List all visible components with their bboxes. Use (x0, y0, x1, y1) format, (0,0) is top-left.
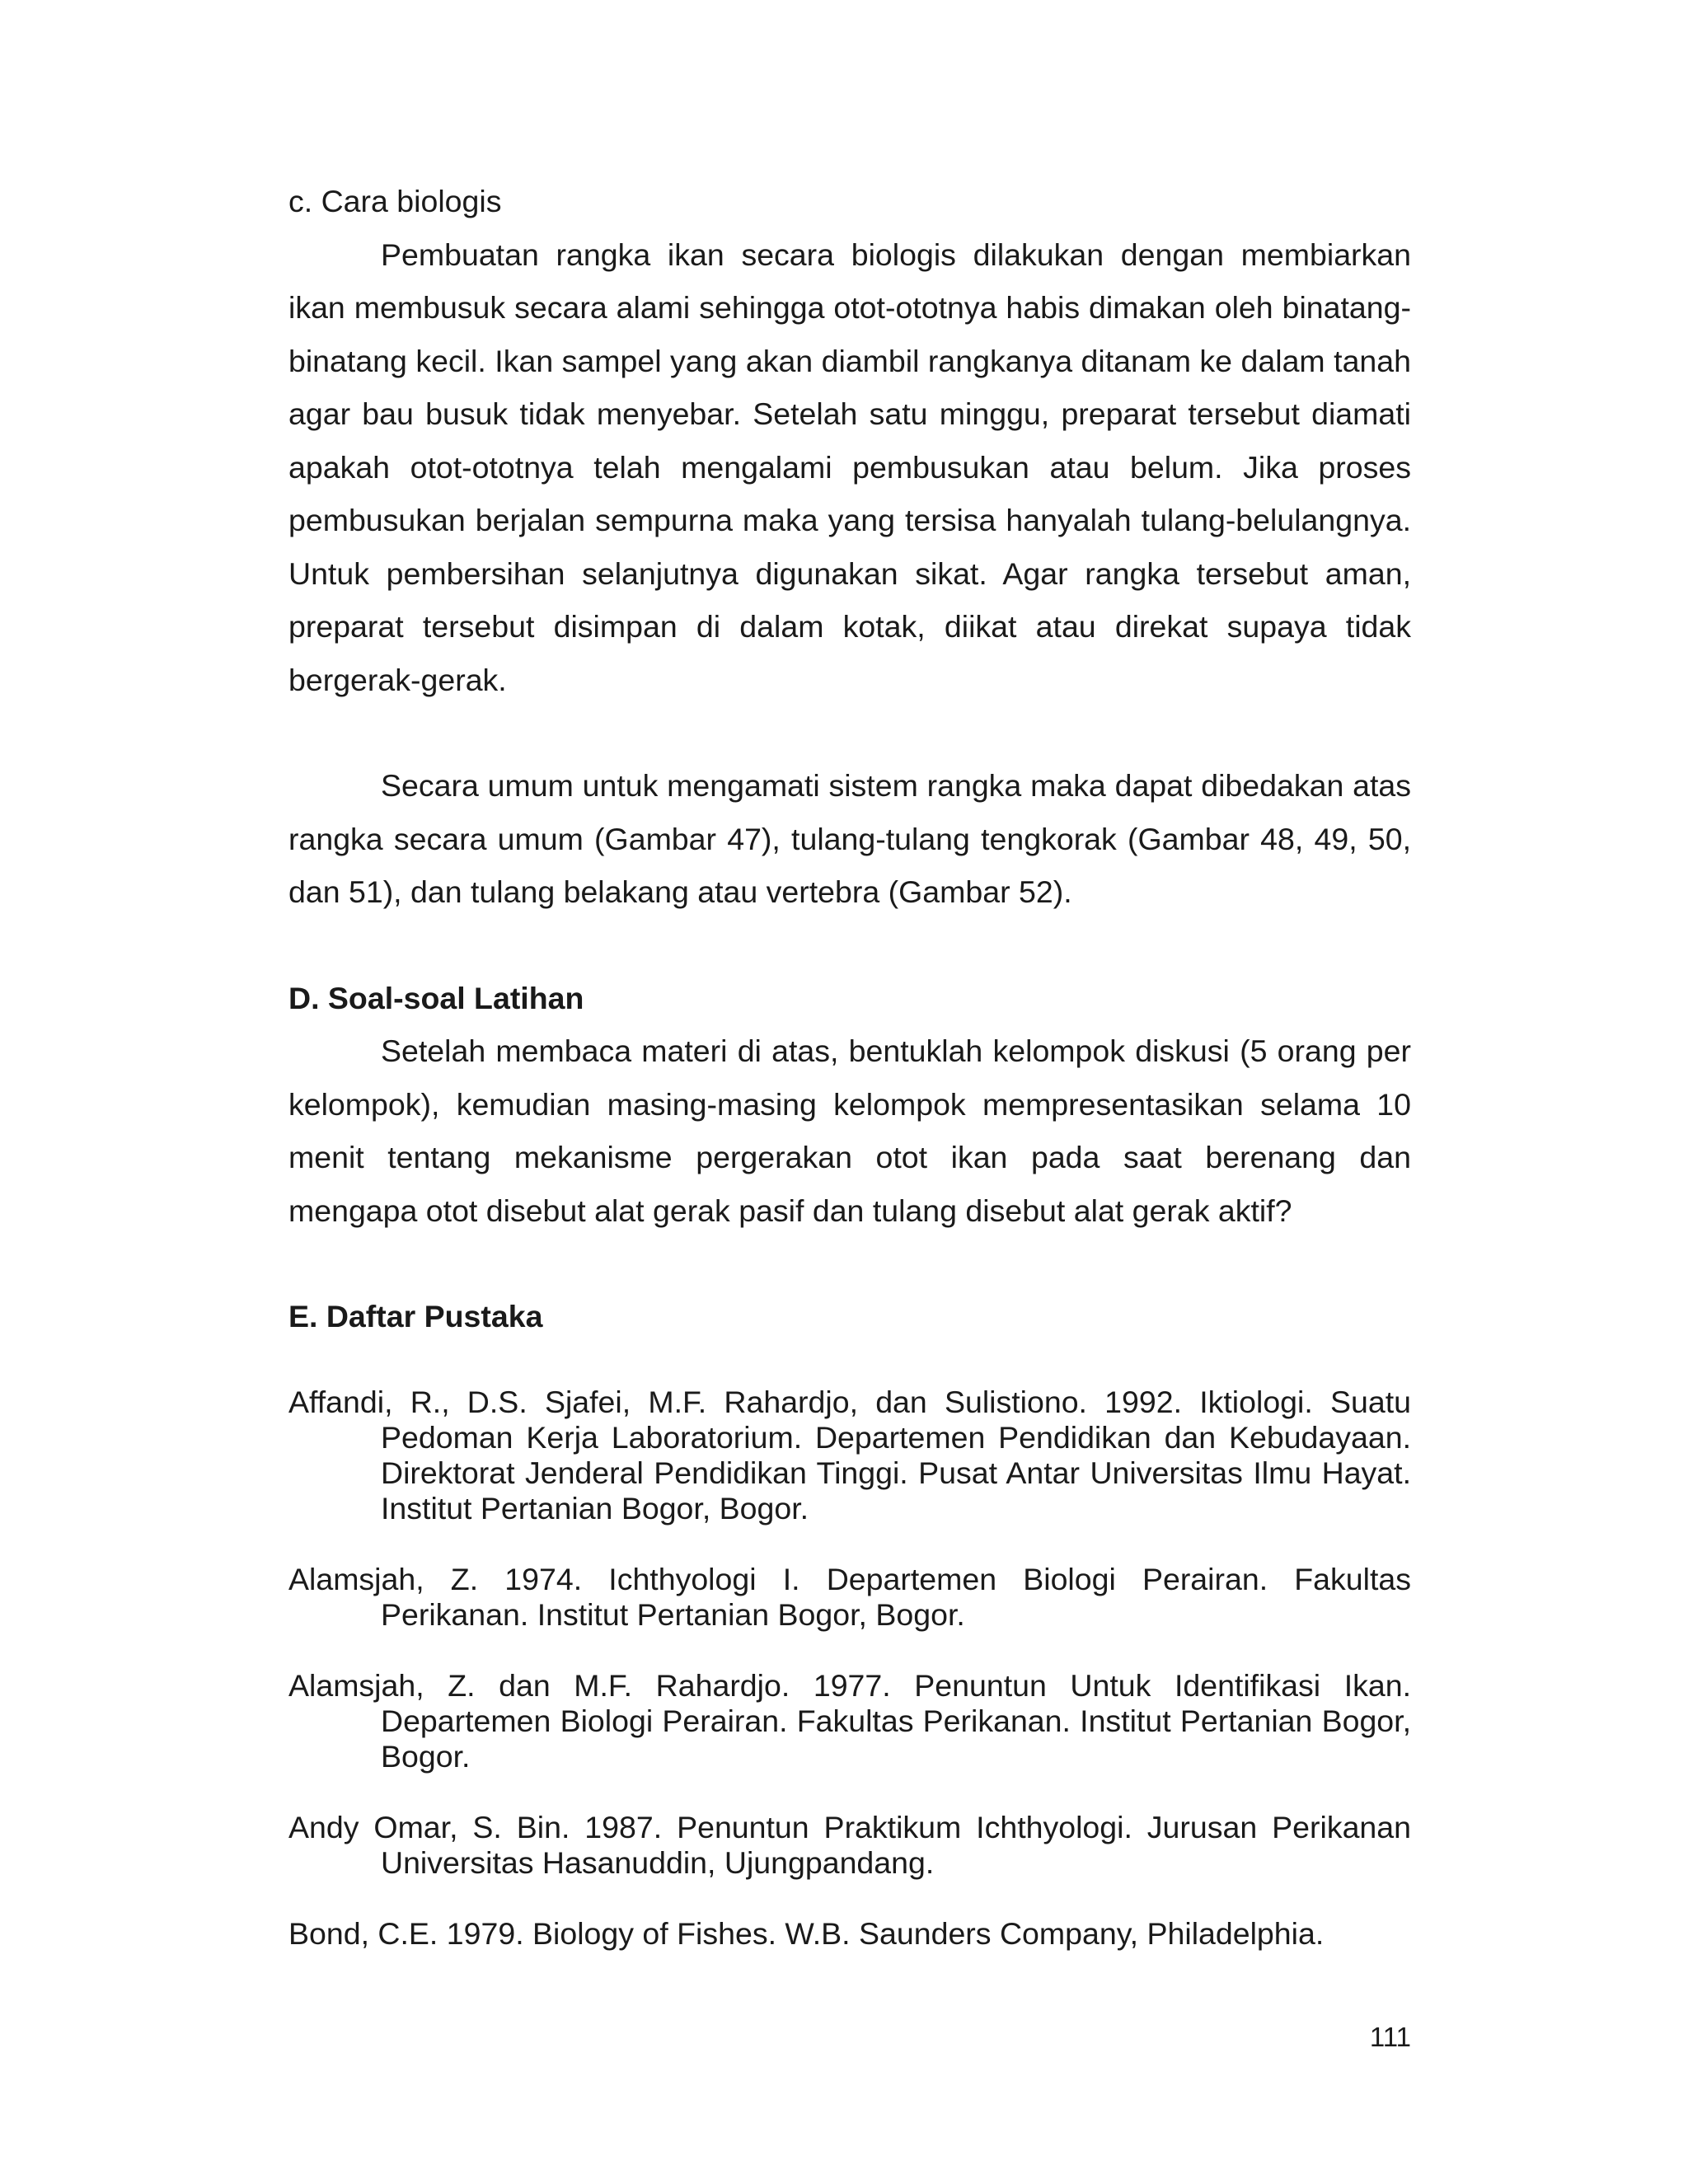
skeleton-overview-paragraph: Secara umum untuk mengamati sistem rangka maka dapat dibedakan atas rangka secara umum (Gambar 47), tulang-tulang tengkorak (Gambar 48, 49, 50, dan 51), dan tulang belakang atau vertebra (Gambar 52). (288, 768, 1411, 909)
reference-list (288, 1385, 1411, 1952)
reference-entry: Alamsjah, Z. 1974. Ichthyologi I. Departemen Biologi Perairan. Fakultas Perikanan. Institut Pertanian Bogor, Bogor. (288, 1561, 1411, 1632)
exercise-paragraph: Setelah membaca materi di atas, bentuklah kelompok diskusi (5 orang per kelompok), kemudian masing-masing kelompok mempresentasikan selama 10 menit tentang mekanisme pergerakan otot ikan pada saat berenang dan mengapa otot disebut alat gerak pasif dan tulang disebut alat gerak aktif? (288, 1033, 1411, 1228)
subsection-heading-c: c. Cara biologis (288, 184, 502, 218)
references-spacer (288, 1343, 1411, 1385)
section-heading-e: E. Daftar Pustaka (288, 1299, 543, 1333)
biological-method-paragraph: Pembuatan rangka ikan secara biologis dilakukan dengan membiarkan ikan membusuk secara alami sehingga otot-ototnya habis dimakan oleh binatang-binatang kecil. Ikan sampel yang akan diambil rangkanya ditanam ke dalam tanah agar bau busuk tidak menyebar. Setelah satu minggu, preparat tersebut diamati apakah otot-ototnya telah mengalami pembusukan atau belum. Jika proses pembusukan berjalan sempurna maka yang tersisa hanyalah tulang-belulangnya. Untuk pembersihan selanjutnya digunakan sikat. Agar rangka tersebut aman, preparat tersebut disimpan di dalam kotak, diikat atau direkat supaya tidak bergerak-gerak. (288, 237, 1411, 697)
page-content (288, 175, 1411, 1987)
reference-entry: Alamsjah, Z. dan M.F. Rahardjo. 1977. Penuntun Untuk Identifikasi Ikan. Departemen Biologi Perairan. Fakultas Perikanan. Institut Pertanian Bogor, Bogor. (288, 1667, 1411, 1774)
section-spacer (288, 1237, 1411, 1290)
section-spacer (288, 919, 1411, 972)
section-heading-d: D. Soal-soal Latihan (288, 980, 584, 1015)
paragraph-spacer (288, 706, 1411, 759)
page-number: 111 (1369, 2022, 1411, 2052)
reference-entry: Bond, C.E. 1979. Biology of Fishes. W.B. Saunders Company, Philadelphia. (288, 1915, 1325, 1951)
reference-entry: Affandi, R., D.S. Sjafei, M.F. Rahardjo, dan Sulistiono. 1992. Iktiologi. Suatu Pedoman Kerja Laboratorium. Departemen Pendidikan dan Kebudayaan. Direktorat Jenderal Pendidikan Tinggi. Pusat Antar Universitas Ilmu Hayat. Institut Pertanian Bogor, Bogor. (288, 1384, 1411, 1526)
reference-entry: Andy Omar, S. Bin. 1987. Penuntun Praktikum Ichthyologi. Jurusan Perikanan Universitas Hasanuddin, Ujungpandang. (288, 1809, 1411, 1880)
